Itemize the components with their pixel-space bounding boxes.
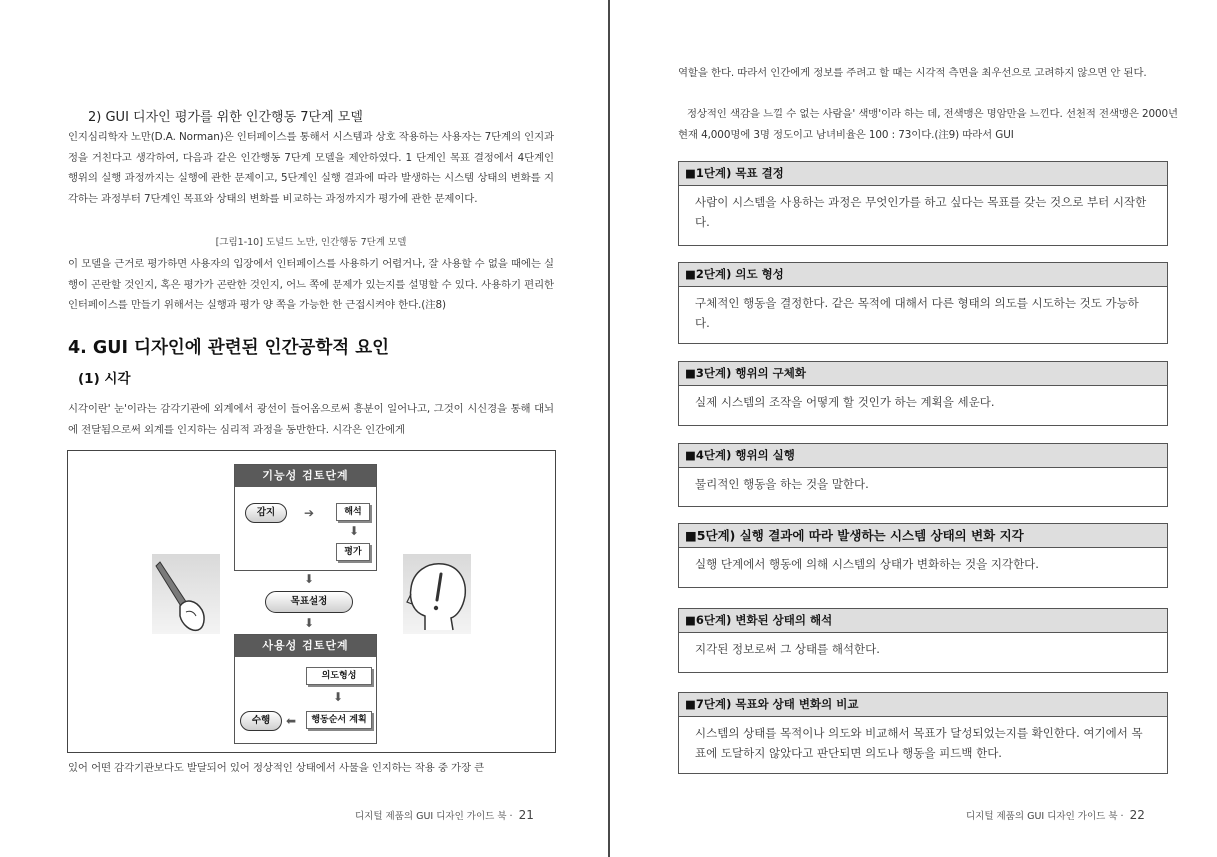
stage-box-1 [678, 161, 1168, 246]
paragraph-norman-model: 인지심리학자 노만(D.A. Norman)은 인터페이스를 통해서 시스템과 상호 작용하는 사용자는 7단계의 인지과정을 거친다고 생각하여, 다음과 같은 인간행동 7단계 모델을 제안하였다. 1 단계인 목표 결정에서 4단계인 행위의 실행 과정까지는 실행에 관한 문제이고, 5단계인 실행 결과에 따라 발생하는 시스템 상태의 변화를 지각하는 과정부터 7단계인 목표와 상태의 변화를 비교하는 과정까지가 평가에 관한 문제이다. [68, 131, 554, 205]
paragraph-model-evaluation: 이 모델을 근거로 평가하면 사용자의 입장에서 인터페이스를 사용하기 어렵거나, 잘 사용할 수 없을 때에는 실행이 곤란할 것인지, 혹은 평가가 곤란한 것인지, 어느 쪽에 문제가 있는지를 설명할 수 있다. 사용하기 편리한 인터페이스를 만들기 위해서는 실행과 평가 양 쪽을 가능한 한 근접시켜야 한다.(注8) [68, 258, 554, 311]
stage-title: ■7단계) 목표와 상태 변화의 비교 [679, 693, 1167, 717]
stage-description: 실제 시스템의 조작을 어떻게 할 것인가 하는 계획을 세운다. [695, 395, 995, 409]
right-page-footer [966, 808, 1145, 822]
stage-title: ■1단계) 목표 결정 [679, 162, 1167, 186]
stage-description: 사람이 시스템을 사용하는 과정은 무엇인가를 하고 싶다는 목표를 갖는 것으로 부터 시작한다. [695, 195, 1147, 229]
stage-description: 지각된 정보로써 그 상태를 해석한다. [695, 642, 880, 656]
arrow-down-icon: ⬇ [304, 616, 315, 630]
stage-box-5 [678, 523, 1168, 588]
arrow-left-icon: ⬅ [286, 714, 297, 728]
goal-setting-node: 목표설정 [265, 591, 353, 613]
stage-title: ■4단계) 행위의 실행 [679, 444, 1167, 468]
perceive-node: 감지 [245, 503, 287, 523]
stage-box-6 [678, 608, 1168, 673]
arrow-down-icon: ⬇ [304, 572, 315, 586]
evaluate-node: 평가 [336, 543, 370, 561]
stage-box-2 [678, 262, 1168, 344]
left-page-footer [355, 808, 534, 822]
footer-book-title: 디지털 제품의 GUI 디자인 가이드 북 · [355, 811, 513, 822]
paragraph-color-blindness: 정상적인 색감을 느낄 수 없는 사람을' 색맹'이라 하는 데, 전색맹은 명암만을 느낀다. 선천적 전색맹은 2000년 현재 4,000명에 3명 정도이고 남녀비율은 100 : 73이다.(注9) 따라서 GUI [678, 108, 1178, 141]
stage-title: ■6단계) 변화된 상태의 해석 [679, 609, 1167, 633]
footer-book-title: 디지털 제품의 GUI 디자인 가이드 북 · [966, 811, 1124, 822]
paragraph-vision-continued: 있어 어떤 감각기관보다도 발달되어 있어 정상적인 상태에서 사물을 인지하는 작용 중 가장 큰 [68, 762, 485, 774]
stage-description: 시스템의 상태를 목적이나 의도와 비교해서 목표가 달성되었는지를 확인한다. 여기에서 목표에 도달하지 않았다고 판단되면 의도나 행동을 피드백 한다. [695, 726, 1143, 760]
functionality-review-title: 기능성 검토단계 [235, 465, 376, 487]
intention-node: 의도형성 [306, 667, 372, 685]
hand-pen-icon [152, 554, 220, 634]
hand-pen-illustration [152, 554, 220, 634]
head-thinking-illustration [403, 554, 471, 634]
stage-title: ■5단계) 실행 결과에 따라 발생하는 시스템 상태의 변화 지각 [679, 524, 1167, 548]
arrow-down-icon: ⬇ [333, 690, 344, 704]
page-number: 21 [518, 808, 534, 822]
main-heading-ergonomic-factors: 4. GUI 디자인에 관련된 인간공학적 요인 [68, 338, 390, 358]
page-number: 22 [1129, 808, 1145, 822]
stage-description: 실행 단계에서 행동에 의해 시스템의 상태가 변화하는 것을 지각한다. [695, 557, 1039, 571]
arrow-right-icon: ➔ [304, 506, 315, 520]
interpret-node: 해석 [336, 503, 370, 521]
head-exclamation-icon [403, 554, 471, 634]
paragraph-visual-priority: 역할을 한다. 따라서 인간에게 정보를 주려고 할 때는 시각적 측면을 최우선으로 고려하지 않으면 안 된다. [678, 67, 1147, 79]
stage-box-7 [678, 692, 1168, 774]
subheading-7-stage-model: 2) GUI 디자인 평가를 위한 인간행동 7단계 모델 [88, 110, 363, 125]
stage-title: ■3단계) 행위의 구체화 [679, 362, 1167, 386]
figure-caption: [그림1-10] 도널드 노만, 인간행동 7단계 모델 [215, 237, 407, 248]
section-heading-vision: (1) 시각 [78, 371, 131, 387]
paragraph-vision-definition: 시각이란' 눈'이라는 감각기관에 외계에서 광선이 들어옴으로써 흥분이 일어나고, 그것이 시신경을 통해 대뇌에 전달됨으로써 외계를 인지하는 심리적 과정을 동반한다. 시각은 인간에게 [68, 403, 554, 436]
stage-title: ■2단계) 의도 형성 [679, 263, 1167, 287]
stage-box-4 [678, 443, 1168, 507]
usability-review-title: 사용성 검토단계 [235, 635, 376, 657]
stage-description: 물리적인 행동을 하는 것을 말한다. [695, 477, 869, 491]
right-page [610, 0, 1217, 857]
stage-description: 구체적인 행동을 결정한다. 같은 목적에 대해서 다른 형태의 의도를 시도하는 것도 가능하다. [695, 296, 1139, 330]
execute-node: 수행 [240, 711, 282, 731]
arrow-down-icon: ⬇ [349, 524, 360, 538]
action-plan-node: 행동순서 계획 [306, 711, 372, 729]
stage-box-3 [678, 361, 1168, 426]
norman-model-figure [67, 450, 556, 753]
